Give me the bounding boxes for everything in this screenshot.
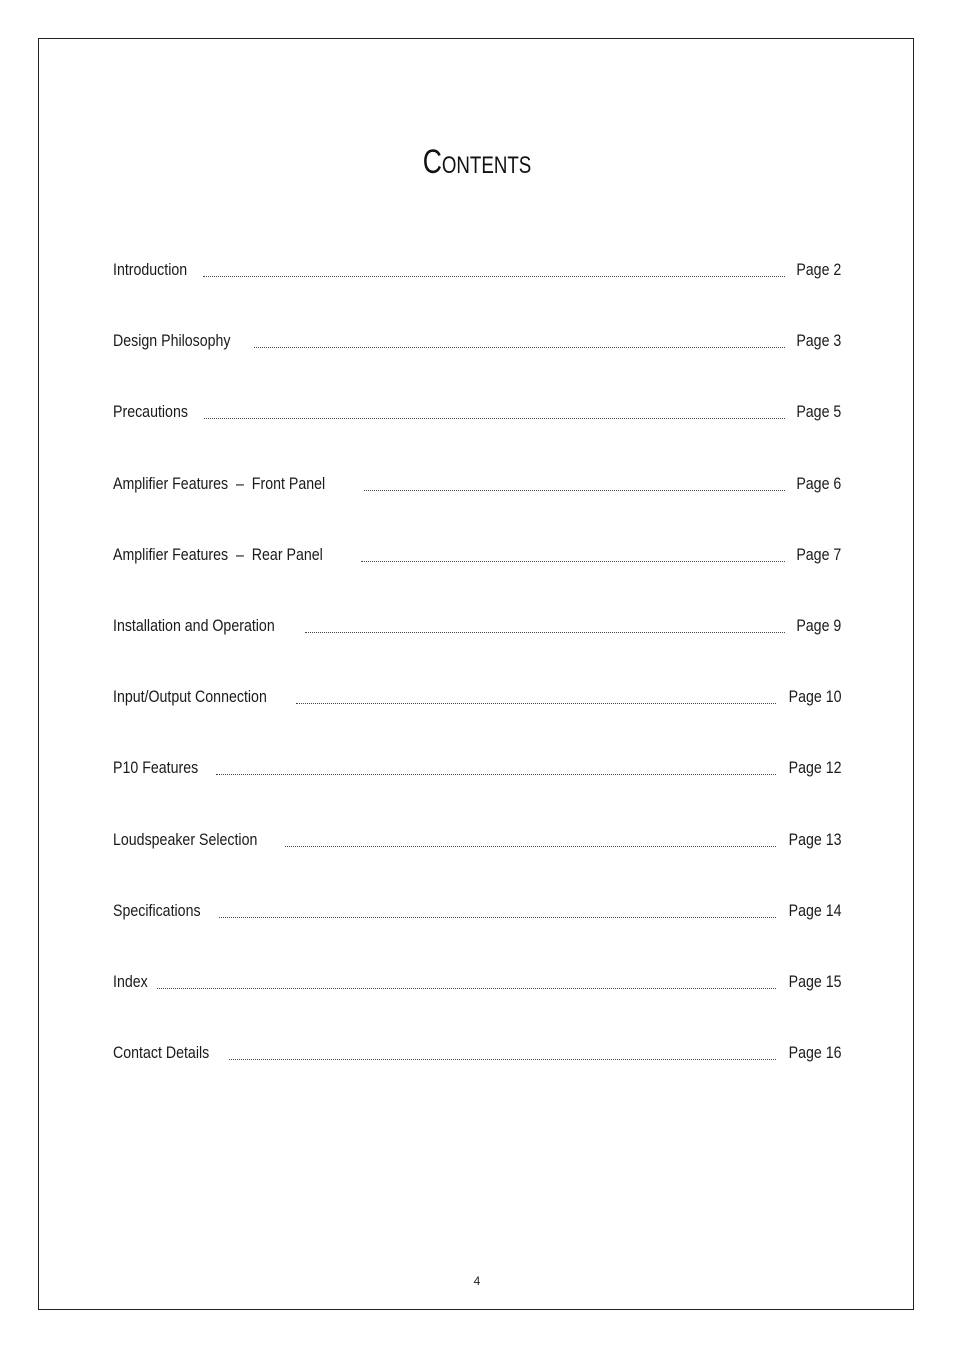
dot-leader bbox=[285, 823, 776, 857]
toc-entry-design-philosophy[interactable] bbox=[113, 324, 841, 395]
toc-entry-title bbox=[113, 538, 357, 572]
toc-entry-title-text: Loudspeaker Selection bbox=[113, 830, 258, 849]
dot-leader bbox=[296, 680, 776, 714]
dot-leader bbox=[204, 395, 785, 429]
toc-entry-title-text: P10 Features bbox=[113, 759, 199, 778]
dot-leader bbox=[254, 324, 785, 358]
toc-entry-page-text: Page 10 bbox=[788, 688, 841, 707]
toc-entry-page bbox=[789, 538, 841, 572]
dot-leader bbox=[203, 253, 784, 287]
toc-entry-rear-panel[interactable] bbox=[113, 538, 841, 609]
dot-leader bbox=[216, 751, 775, 785]
toc-entry-title bbox=[113, 823, 281, 857]
toc-entry-title-text: Amplifier Features – Front Panel bbox=[113, 474, 326, 493]
table-of-contents bbox=[113, 253, 841, 1107]
toc-entry-loudspeaker-selection[interactable] bbox=[113, 823, 841, 894]
toc-entry-page bbox=[780, 894, 841, 928]
toc-entry-page bbox=[789, 609, 841, 643]
toc-entry-page-text: Page 15 bbox=[788, 972, 841, 991]
toc-entry-precautions[interactable] bbox=[113, 395, 841, 466]
toc-entry-contact-details[interactable] bbox=[113, 1036, 841, 1107]
toc-entry-io-connection[interactable] bbox=[113, 680, 841, 751]
toc-entry-front-panel[interactable] bbox=[113, 467, 841, 538]
dot-leader bbox=[305, 609, 785, 643]
toc-entry-page bbox=[789, 253, 841, 287]
toc-entry-page bbox=[789, 467, 841, 501]
toc-entry-page bbox=[780, 680, 841, 714]
toc-entry-page-text: Page 14 bbox=[788, 901, 841, 920]
toc-entry-installation[interactable] bbox=[113, 609, 841, 680]
toc-entry-title-text: Precautions bbox=[113, 403, 188, 422]
toc-entry-title bbox=[113, 467, 360, 501]
toc-entry-page-text: Page 6 bbox=[796, 474, 841, 493]
toc-entry-title bbox=[113, 751, 212, 785]
toc-entry-specifications[interactable] bbox=[113, 894, 841, 965]
toc-entry-title-text: Contact Details bbox=[113, 1044, 210, 1063]
toc-entry-title-text: Amplifier Features – Rear Panel bbox=[113, 545, 323, 564]
toc-entry-page-text: Page 9 bbox=[796, 616, 841, 635]
dot-leader bbox=[219, 894, 776, 928]
toc-entry-title-text: Design Philosophy bbox=[113, 332, 231, 351]
toc-entry-title bbox=[113, 609, 301, 643]
toc-entry-page bbox=[780, 1036, 841, 1070]
toc-entry-page-text: Page 2 bbox=[796, 261, 841, 279]
toc-entry-page bbox=[789, 324, 841, 358]
toc-entry-title-text: Specifications bbox=[113, 901, 201, 920]
toc-entry-title bbox=[113, 965, 153, 999]
toc-entry-title bbox=[113, 253, 199, 287]
dot-leader bbox=[364, 467, 785, 501]
toc-entry-title-text: Input/Output Connection bbox=[113, 688, 267, 707]
toc-entry-page-text: Page 7 bbox=[796, 545, 841, 564]
dot-leader bbox=[361, 538, 785, 572]
toc-entry-page bbox=[789, 395, 841, 429]
toc-entry-page-text: Page 12 bbox=[788, 759, 841, 778]
toc-entry-page bbox=[780, 965, 841, 999]
toc-entry-title bbox=[113, 894, 215, 928]
toc-entry-title bbox=[113, 680, 292, 714]
dot-leader bbox=[229, 1036, 776, 1070]
toc-entry-page-text: Page 3 bbox=[796, 332, 841, 351]
toc-entry-title-text: Index bbox=[113, 972, 148, 991]
toc-entry-page bbox=[780, 823, 841, 857]
page-number: 4 bbox=[473, 1274, 481, 1288]
toc-entry-title-text: Installation and Operation bbox=[113, 616, 275, 635]
toc-entry-introduction[interactable] bbox=[113, 253, 841, 324]
toc-entry-page-text: Page 13 bbox=[788, 830, 841, 849]
page-title: Contents bbox=[422, 143, 532, 181]
toc-entry-page-text: Page 16 bbox=[788, 1044, 841, 1063]
toc-entry-title-text: Introduction bbox=[113, 261, 188, 279]
dot-leader bbox=[157, 965, 775, 999]
toc-entry-page-text: Page 5 bbox=[796, 403, 841, 422]
toc-entry-title bbox=[113, 324, 250, 358]
toc-entry-page bbox=[780, 751, 841, 785]
toc-entry-index[interactable] bbox=[113, 965, 841, 1036]
toc-entry-title bbox=[113, 1036, 225, 1070]
toc-entry-title bbox=[113, 395, 200, 429]
toc-entry-p10-features[interactable] bbox=[113, 751, 841, 822]
